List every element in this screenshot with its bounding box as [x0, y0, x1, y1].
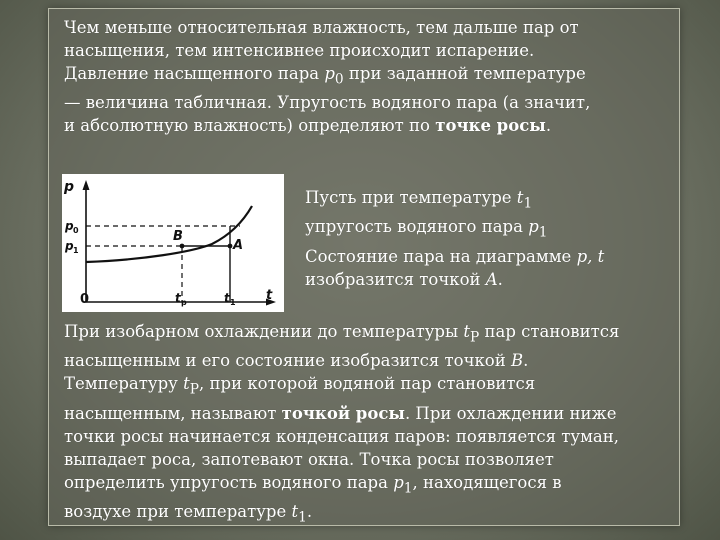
dew-line-3b: , при которой водяной пар становится	[199, 374, 536, 394]
dew-line-8b: .	[306, 501, 313, 521]
p1-label-sub: 1	[73, 246, 79, 255]
intro-line-4: — величина табличная. Упругость водяного пара (а значит,	[64, 93, 591, 113]
dew-line-7a: определить упругость водяного пара	[64, 472, 394, 492]
point-B-label: B	[173, 229, 183, 244]
tp-subscript-2: P	[189, 381, 200, 398]
t1-symbol-2: t	[291, 501, 299, 521]
t1-label-sub: 1	[230, 298, 236, 307]
p0-symbol: p	[324, 64, 335, 83]
dew-line-1a: При изобарном охлаждении до температуры	[64, 322, 464, 341]
t1-symbol: t	[516, 188, 524, 207]
t1-subscript-2: 1	[298, 509, 307, 526]
intro-line-3a: Давление насыщенного пара	[64, 64, 325, 83]
x-axis-label: t	[266, 288, 273, 303]
intro-line-5b: .	[545, 116, 552, 136]
dew-line-2b: .	[523, 351, 529, 371]
y-axis-label: p	[64, 179, 75, 195]
p-t-diagram	[62, 174, 284, 312]
state-line-1a: Пусть при температуре	[305, 188, 517, 207]
state-line-4a: изобразится точкой	[305, 269, 486, 289]
dew-line-1b: пар становится	[479, 322, 620, 341]
dew-line-4a: насыщенным, называют	[64, 403, 282, 423]
t1-label: t	[224, 291, 230, 305]
intro-line-2: насыщения, тем интенсивнее происходит испарение.	[64, 41, 535, 60]
point-A-marker	[228, 244, 233, 249]
A-symbol: A	[485, 269, 498, 289]
p0-subscript: 0	[334, 71, 344, 88]
p1-symbol-2: p	[393, 472, 404, 492]
pt-symbol: p, t	[576, 246, 605, 266]
dew-line-2a: насыщенным и его состояние изобразится точкой	[64, 351, 511, 371]
intro-line-1: Чем меньше относительная влажность, тем дальше пар от	[64, 18, 579, 37]
point-B-marker	[180, 244, 185, 249]
tp-subscript: P	[470, 329, 480, 346]
tp-label: t	[175, 291, 181, 305]
tp-symbol-2: t	[183, 374, 190, 394]
dew-line-5: точки росы начинается конденсация паров: появляется туман,	[64, 426, 619, 446]
point-A-label: A	[233, 238, 244, 253]
state-line-2a: упругость водяного пара	[305, 217, 529, 237]
B-symbol: B	[510, 351, 524, 371]
state-line-4b: .	[497, 269, 503, 289]
tp-label-sub: p	[181, 298, 187, 307]
p1-symbol: p	[528, 217, 539, 237]
dew-line-8a: воздухе при температуре	[64, 501, 292, 521]
saturation-curve	[86, 206, 252, 262]
dew-line-7b: , находящегося в	[412, 472, 562, 492]
dew-line-4b: . При охлаждении ниже	[404, 403, 617, 423]
state-line-3a: Состояние пара на диаграмме	[305, 246, 577, 266]
p1-subscript: 1	[538, 224, 548, 241]
state-a-paragraph	[305, 186, 660, 291]
dew-point-term-2: точкой росы	[281, 403, 405, 423]
origin-label: 0	[80, 292, 90, 307]
p1-subscript-2: 1	[403, 479, 413, 496]
y-axis-arrow	[83, 180, 90, 190]
p0-label: p	[65, 219, 74, 233]
intro-line-3b: при заданной температуре	[343, 64, 586, 83]
dew-point-term: точке росы	[435, 116, 546, 136]
intro-line-5a: и абсолютную влажность) определяют по	[64, 116, 436, 136]
intro-paragraph	[64, 16, 664, 137]
dew-line-3a: Температуру	[64, 374, 184, 394]
dew-point-paragraph	[64, 320, 674, 529]
p1-label: p	[65, 239, 74, 253]
t1-subscript: 1	[523, 195, 533, 212]
p0-label-sub: 0	[73, 226, 79, 235]
dew-line-6: выпадает роса, запотевают окна. Точка росы позволяет	[64, 449, 554, 469]
tp-symbol: t	[463, 322, 471, 341]
